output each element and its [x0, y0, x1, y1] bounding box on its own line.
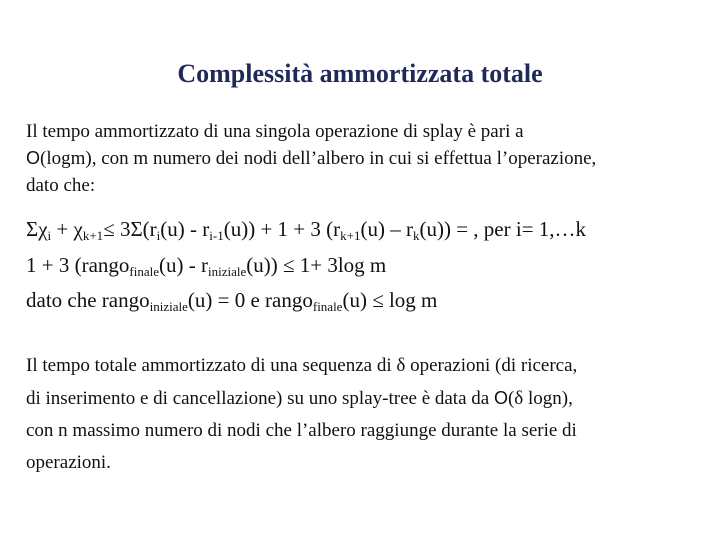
subscript: k+1: [82, 228, 104, 243]
formula-sum: [26, 214, 716, 244]
paragraph-text: (logm), con m numero dei nodi dell’albero in cui si effettua l’operazione,: [40, 148, 597, 169]
subscript: i: [156, 228, 161, 243]
formula-text: (u) - r: [159, 253, 208, 277]
subscript: iniziale: [207, 264, 247, 279]
subscript: i: [47, 228, 52, 243]
formula-bound: [26, 250, 716, 280]
big-o-symbol: O: [493, 388, 508, 408]
formula-condition: [26, 285, 716, 315]
subscript: finale: [129, 264, 159, 279]
subscript: i-1: [209, 228, 224, 243]
formula-text: (u)) ≤ 1+ 3log m: [246, 253, 387, 277]
paragraph-line: operazioni.: [26, 452, 111, 473]
big-o-symbol: O: [26, 148, 41, 168]
paragraph-line: dato che:: [26, 175, 96, 196]
paragraph-amortized-total: [26, 350, 706, 479]
paragraph-line: [26, 382, 706, 415]
formula-text: (u) ≤ log m: [342, 288, 438, 312]
subscript: k+1: [340, 228, 361, 243]
paragraph-amortized-single: [26, 118, 706, 199]
formula-text: (u) = 0 e rango: [187, 288, 313, 312]
formula-text: (u)) + 1 + 3 (r: [223, 217, 341, 241]
subscript: k: [412, 228, 420, 243]
paragraph-line: Il tempo ammortizzato di una singola operazione di splay è pari a: [26, 121, 524, 142]
formula-text: ≤ 3Σ(r: [103, 217, 157, 241]
paragraph-line: con n massimo numero di nodi che l’albero raggiunge durante la serie di: [26, 420, 577, 441]
formula-text: (u)) = , per i= 1,…k: [419, 217, 587, 241]
paragraph-line: Il tempo totale ammortizzato di una sequenza di δ operazioni (di ricerca,: [26, 355, 578, 376]
paragraph-text: di inserimento e di cancellazione) su uno splay-tree è data da: [26, 388, 494, 409]
formula-text: 1 + 3 (rango: [26, 253, 130, 277]
formula-text: Σχ: [26, 217, 48, 241]
formula-text: (u) - r: [160, 217, 210, 241]
subscript: iniziale: [149, 299, 188, 314]
formula-text: (u) – r: [360, 217, 413, 241]
subscript: finale: [312, 299, 343, 314]
formula-text: dato che rango: [26, 288, 150, 312]
paragraph-text: (δ logn),: [507, 388, 573, 409]
formula-text: + χ: [51, 217, 83, 241]
paragraph-line: [26, 145, 706, 172]
slide-title: Complessità ammortizzata totale: [177, 59, 543, 88]
